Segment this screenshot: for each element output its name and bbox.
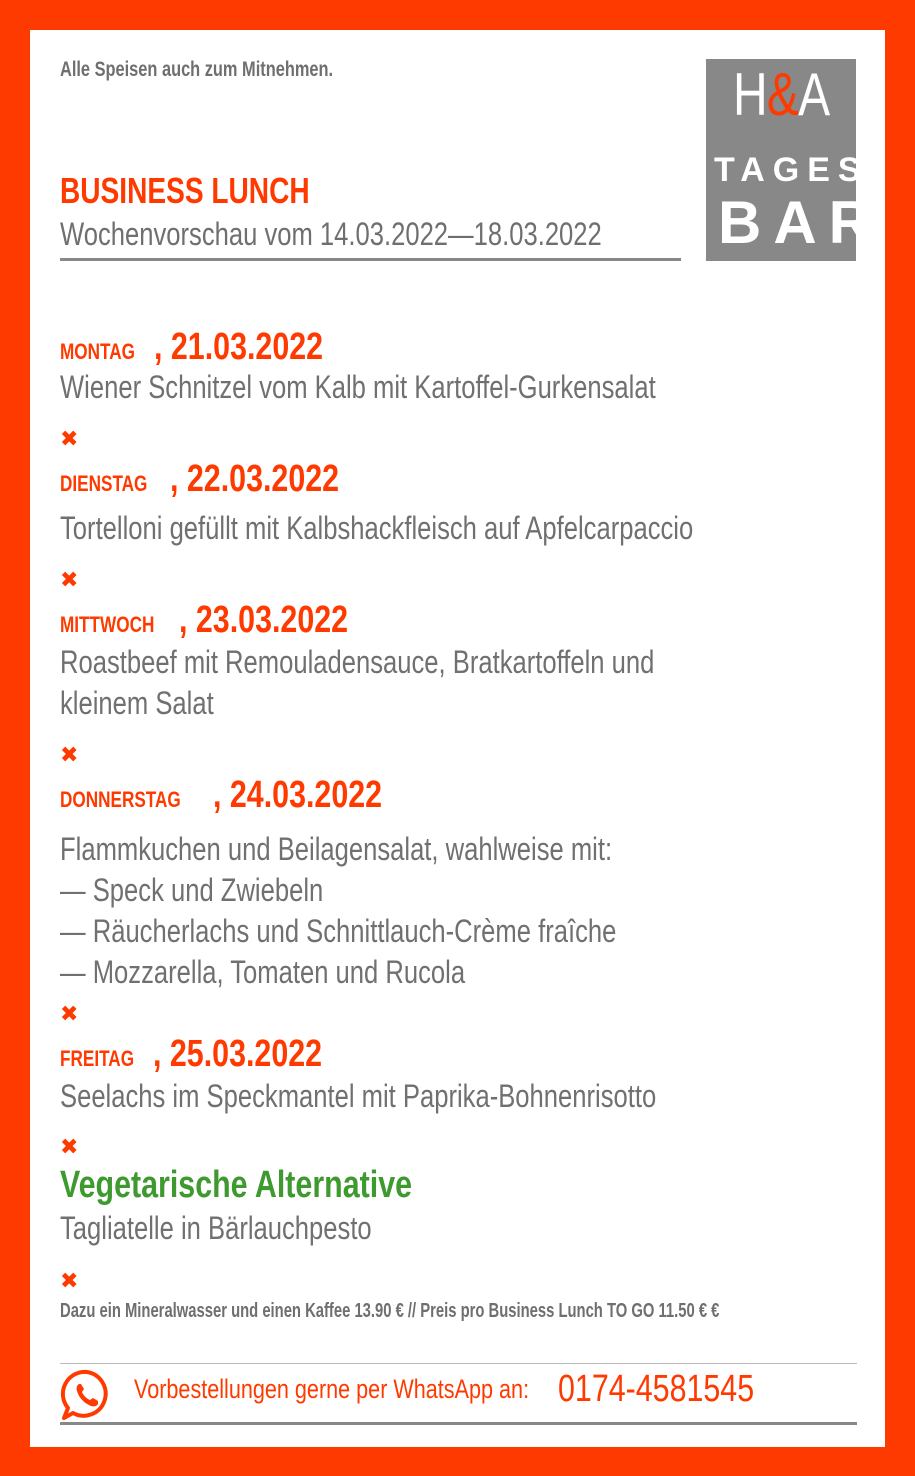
dish-vegetarian: Tagliatelle in Bärlauchpesto — [60, 1210, 372, 1246]
day-heading-tuesday: DIENSTAG , 22.03.2022 — [60, 458, 340, 500]
dish-friday: Seelachs im Speckmantel mit Paprika-Bohnenrisotto — [60, 1078, 657, 1114]
vegetarian-heading: Vegetarische Alternative — [60, 1164, 413, 1206]
separator-icon: ✖ — [60, 567, 79, 592]
dish-wednesday: Roastbeef mit Remouladensauce, Bratkartoffeln und kleinem Salat — [60, 644, 655, 721]
menu-card — [30, 30, 885, 1447]
dish-monday: Wiener Schnitzel vom Kalb mit Kartoffel-Gurkensalat — [60, 369, 656, 405]
day-heading-wednesday: MITTWOCH , 23.03.2022 — [60, 599, 349, 641]
footer-divider — [60, 1363, 857, 1364]
logo-line-bar: BAR — [718, 189, 884, 256]
phone-number[interactable]: 0174-4581545 — [558, 1368, 755, 1410]
separator-icon: ✖ — [60, 1134, 79, 1159]
separator-icon: ✖ — [60, 1268, 79, 1293]
logo-monogram: H&A — [732, 61, 830, 128]
logo-line-tages: TAGES — [714, 151, 869, 189]
separator-icon: ✖ — [60, 1001, 79, 1026]
price-note: Dazu ein Mineralwasser und einen Kaffee 13.90 € // Preis pro Business Lunch TO GO 11.50 € € — [60, 1300, 720, 1322]
takeaway-note: Alle Speisen auch zum Mitnehmen. — [60, 58, 334, 81]
header-divider — [60, 258, 681, 261]
day-heading-friday: FREITAG , 25.03.2022 — [60, 1033, 322, 1075]
separator-icon: ✖ — [60, 742, 79, 767]
day-heading-thursday: DONNERSTAG , 24.03.2022 — [60, 774, 382, 816]
separator-icon: ✖ — [60, 426, 79, 451]
bottom-divider — [60, 1422, 857, 1425]
whatsapp-icon[interactable] — [60, 1368, 114, 1422]
dish-tuesday: Tortelloni gefüllt mit Kalbshackfleisch auf Apfelcarpaccio — [60, 510, 694, 546]
week-range: Wochenvorschau vom 14.03.2022—18.03.2022 — [60, 216, 602, 252]
contact-label: Vorbestellungen gerne per WhatsApp an: — [134, 1374, 530, 1404]
day-heading-monday: MONTAG , 21.03.2022 — [60, 326, 324, 368]
whatsapp-contact — [134, 1368, 755, 1410]
page-title: BUSINESS LUNCH — [60, 170, 310, 211]
dish-thursday: Flammkuchen und Beilagensalat, wahlweise mit: — Speck und Zwiebeln — Räucherlachs und Schnittlauch-Crème fraîche — Mozzarella, Tomaten und Rucola — [60, 831, 617, 990]
